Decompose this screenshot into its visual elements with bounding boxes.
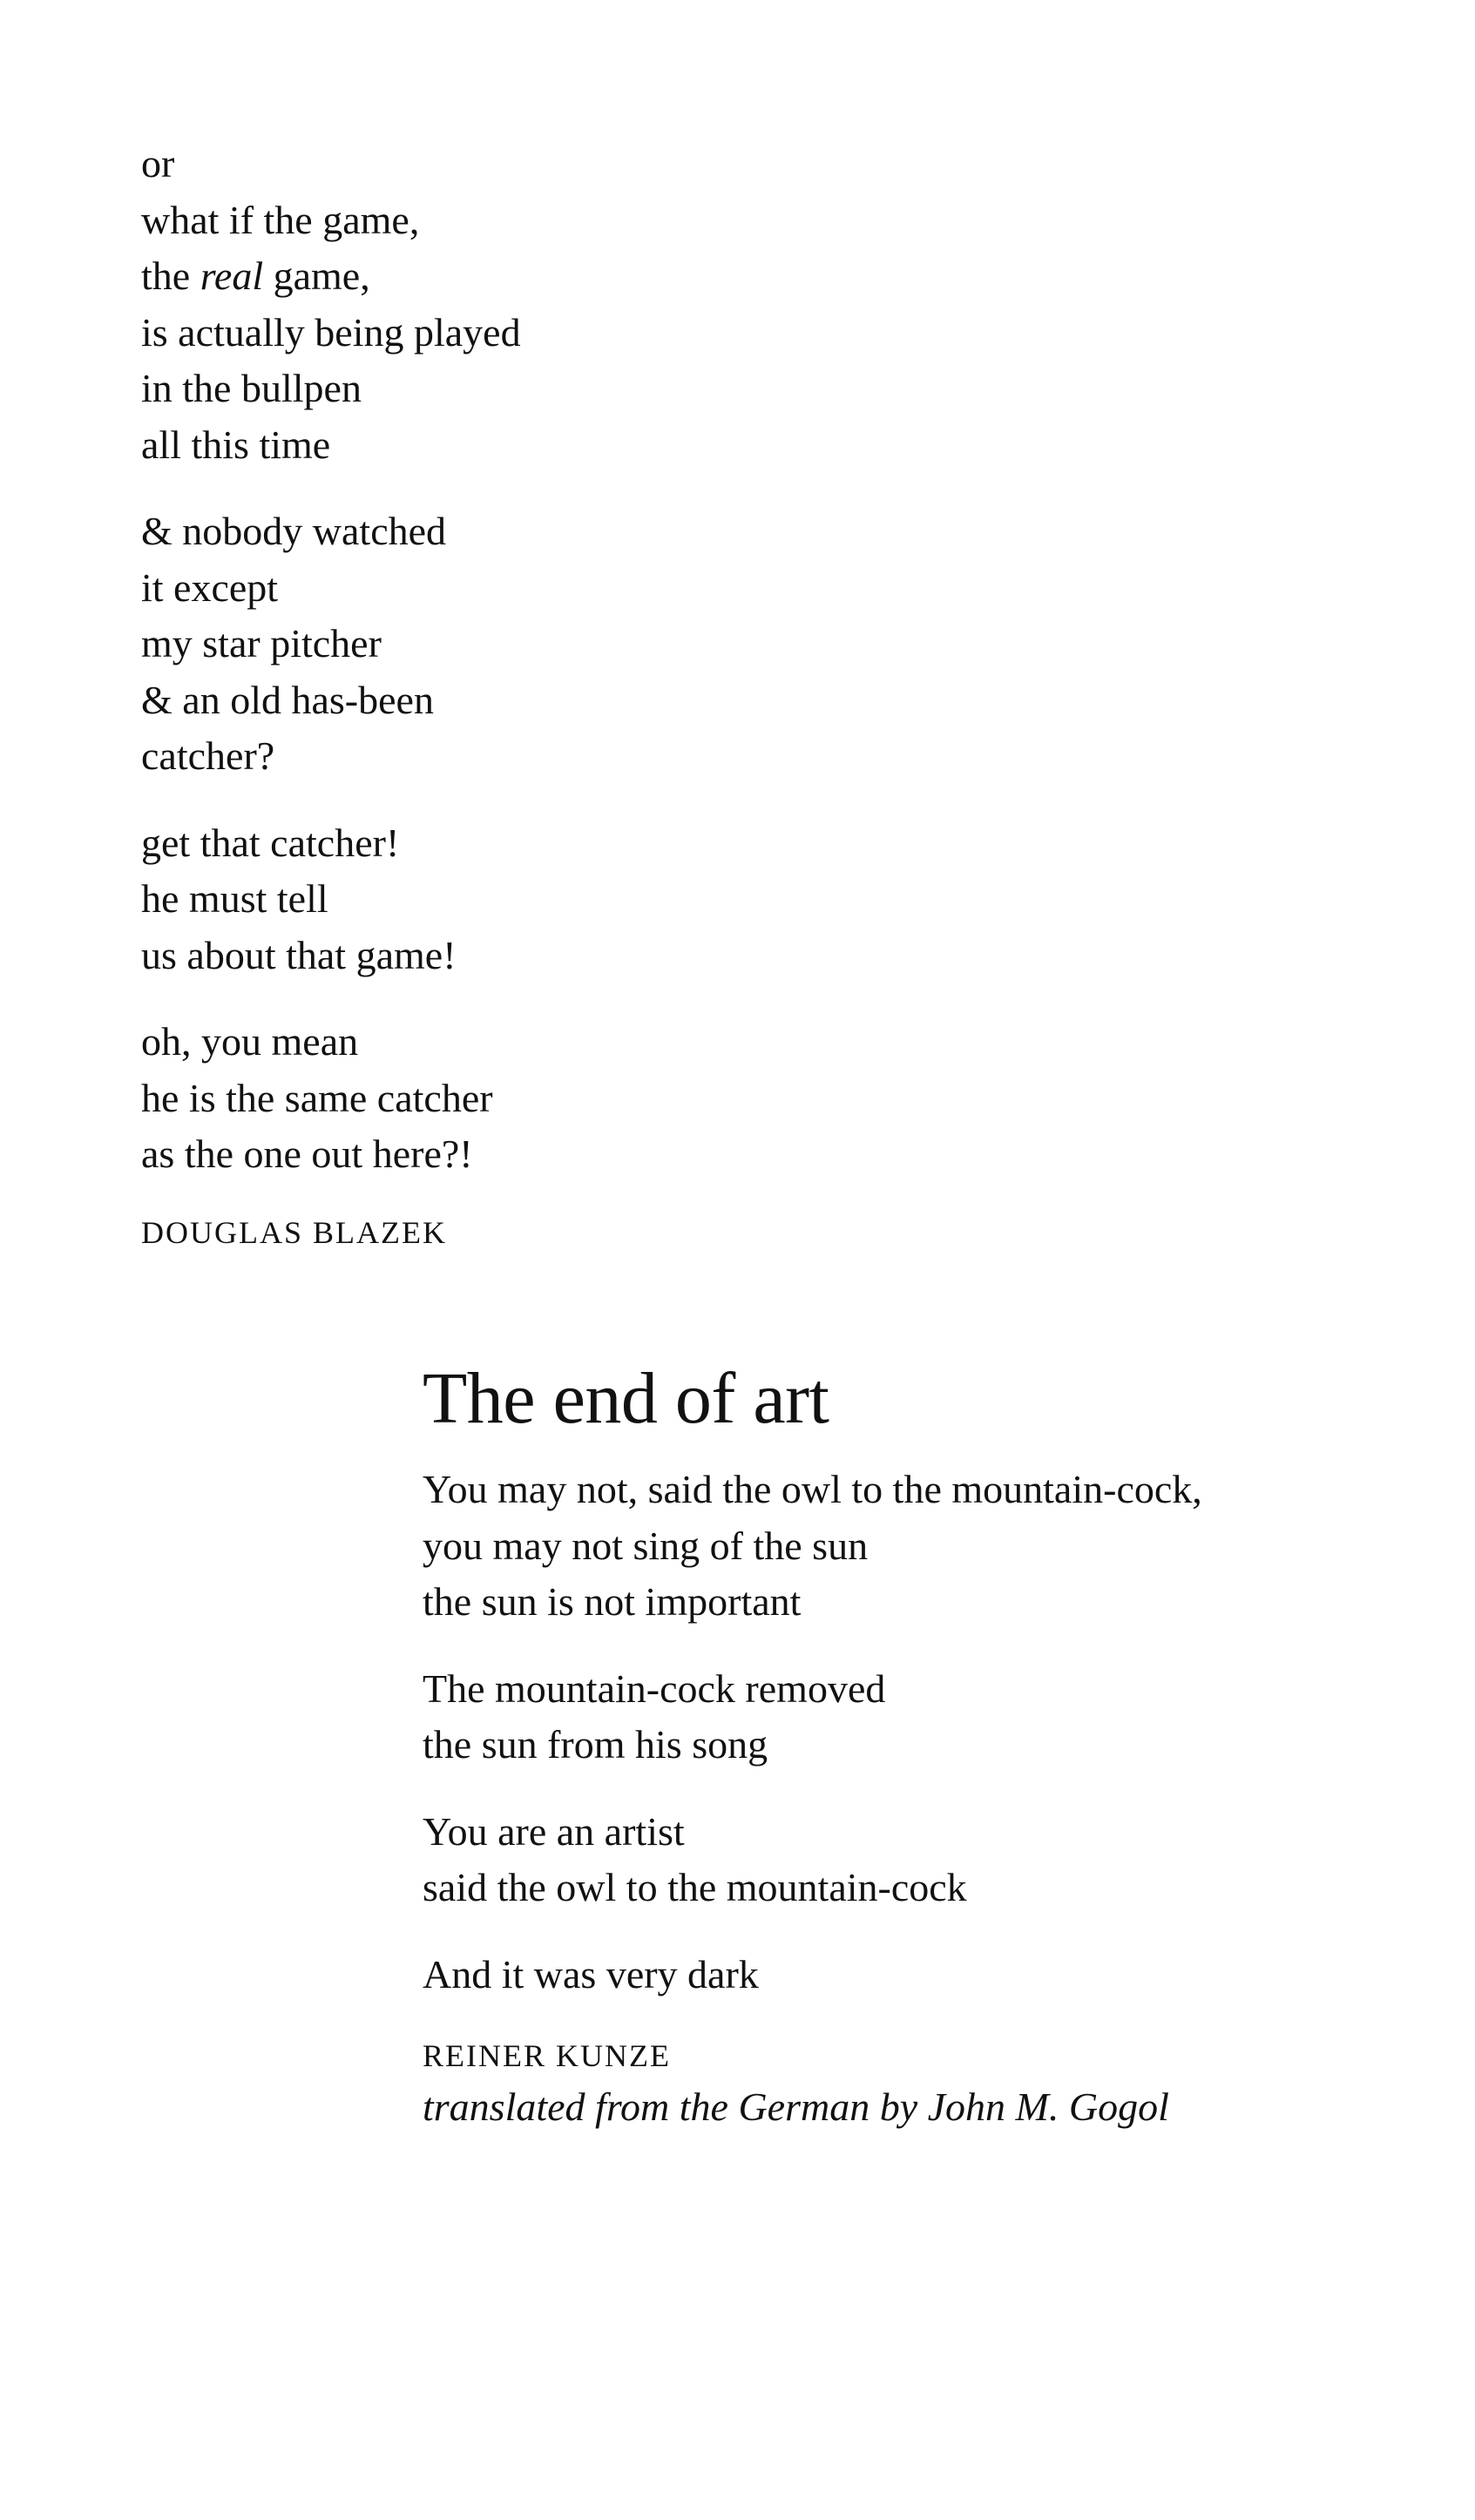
line-suffix: game, — [263, 253, 370, 298]
poem-line — [141, 248, 803, 305]
poem-line: You may not, said the owl to the mountain-cock, — [423, 1467, 1202, 1511]
poem-line: you may not sing of the sun — [423, 1523, 869, 1568]
stanza — [141, 815, 803, 984]
poem-line: & an old has-been — [141, 677, 434, 722]
stanza — [423, 1804, 1451, 1916]
poem-line: the sun from his song — [423, 1722, 768, 1767]
poem-line: it except — [141, 564, 279, 610]
poem-line: or — [141, 141, 175, 186]
poem-line: is actually being played — [141, 309, 521, 355]
poem-line: You are an artist — [423, 1808, 685, 1854]
stanza — [423, 1947, 1451, 2003]
poem-line: he must tell — [141, 876, 328, 921]
poem-line: The mountain-cock removed — [423, 1665, 886, 1711]
poem-title: The end of art — [423, 1358, 829, 1439]
stanza — [423, 1661, 1451, 1773]
stanza — [141, 1014, 803, 1183]
poem-line: said the owl to the mountain-cock — [423, 1865, 967, 1909]
poem-line: he is the same catcher — [141, 1075, 493, 1120]
poem-line: all this time — [141, 422, 331, 467]
poem-line: as the one out here?! — [141, 1132, 473, 1176]
stanza — [423, 1462, 1451, 1631]
poem-line: catcher? — [141, 733, 275, 778]
poem-line: And it was very dark — [423, 1951, 759, 1996]
poem-line: my star pitcher — [141, 621, 382, 665]
poem-author: REINER KUNZE — [423, 2038, 671, 2073]
poem-line: what if the game, — [141, 197, 420, 242]
poem-line: us about that game! — [141, 932, 457, 977]
stanza — [141, 136, 803, 473]
line-prefix: the — [141, 253, 200, 298]
poem-line: get that catcher! — [141, 820, 400, 865]
poem-line: oh, you mean — [141, 1019, 359, 1064]
poem-the-end-of-art — [423, 1355, 1451, 2135]
poem-line: & nobody watched — [141, 509, 447, 553]
poem-continuation — [141, 136, 803, 1251]
italic-word: real — [200, 253, 264, 298]
poem-line: the sun is not important — [423, 1579, 802, 1624]
poem-line: in the bullpen — [141, 366, 362, 410]
poem-author: DOUGLAS BLAZEK — [141, 1214, 447, 1250]
stanza — [141, 503, 803, 785]
translator-credit: translated from the German by John M. Gogol — [423, 2084, 1169, 2129]
